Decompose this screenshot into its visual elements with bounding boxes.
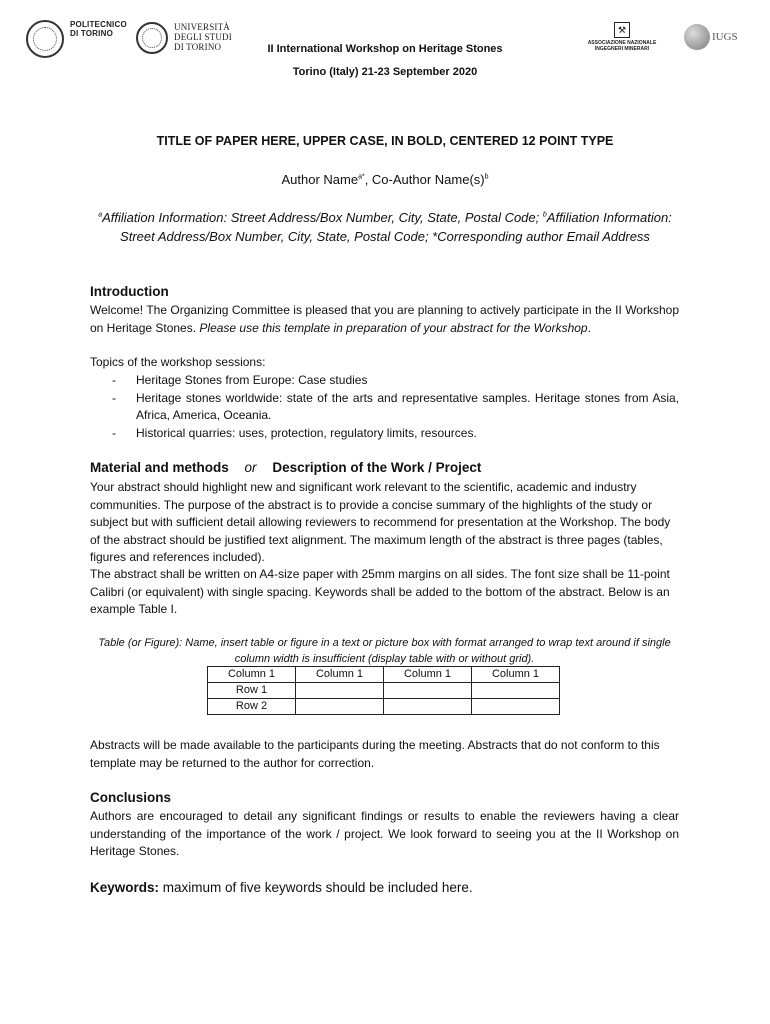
table-header-cell: Column 1 — [472, 667, 560, 683]
author-name: Author Name — [281, 172, 359, 187]
workshop-dates: Torino (Italy) 21-23 September 2020 — [292, 66, 478, 78]
affil-a: Affiliation Information: Street Address/Box Number, City, State, Postal Code; — [102, 210, 543, 225]
unito-name: UNIVERSITÀ DEGLI STUDI DI TORINO — [174, 22, 232, 52]
table-cell — [384, 683, 472, 699]
bullet-marker: - — [112, 373, 116, 387]
hammer-pick-icon: ⚒ — [614, 22, 630, 38]
intro-italic: Please use this template in preparation of your abstract for the Workshop — [199, 320, 588, 335]
example-table — [207, 666, 560, 715]
after-table-paragraph: Abstracts will be made available to the participants during the meeting. Abstracts that do not conform to this template may be returned to the author for correction. — [90, 738, 660, 770]
intro-paragraph — [90, 302, 679, 337]
polito-seal-icon — [26, 20, 64, 58]
affil-b: Affiliation Information: Street Address/Box Number, City, State, Postal Code; *Corresponding author Email Address — [120, 210, 672, 244]
affil-sup-b: b — [542, 211, 547, 219]
list-item: - Heritage stones worldwide: state of the arts and representative samples. Heritage stones from Asia, Africa, America, Oceania. — [112, 390, 679, 422]
coauthor-name: , Co-Author Name(s) — [364, 172, 485, 187]
intro-end: . — [587, 320, 591, 335]
methods-para-2: The abstract shall be written on A4-size paper with 25mm margins on all sides. The font size shall be 11-point Calibri (or equivalent) with single spacing. Keywords shall be added to the bottom of the abstract. Below is an example Table I. — [90, 567, 670, 616]
paper-title: TITLE OF PAPER HERE, UPPER CASE, IN BOLD, CENTERED 12 POINT TYPE — [156, 134, 614, 148]
table-caption: Table (or Figure): Name, insert table or figure in a text or picture box with format arranged to wrap text around if single column width is insufficient (display table with or without grid). — [98, 637, 671, 665]
keywords-line — [90, 880, 473, 895]
table-header-cell: Column 1 — [384, 667, 472, 683]
table-header-cell: Column 1 — [208, 667, 296, 683]
affiliation — [90, 208, 680, 246]
polito-logo — [26, 20, 127, 58]
assoc-logo — [577, 22, 667, 52]
conclusions-heading: Conclusions — [90, 790, 172, 805]
assoc-name: ASSOCIAZIONE NAZIONALE INGEGNERI MINERARI — [587, 40, 657, 52]
globe-icon — [684, 24, 710, 50]
table-cell — [296, 699, 384, 715]
topics-list — [90, 372, 679, 442]
methods-heading-b: Description of the Work / Project — [272, 460, 482, 475]
table-cell — [296, 683, 384, 699]
table-row — [208, 699, 560, 715]
unito-logo — [136, 22, 232, 54]
intro-text: Welcome! The Organizing Committee is pleased that you are planning to actively participate in the II Workshop on Heritage Stones. — [90, 303, 679, 335]
methods-heading-a: Material and methods — [90, 460, 229, 475]
affil-sup-a: a — [98, 211, 103, 219]
keywords-text: maximum of five keywords should be included here. — [159, 880, 473, 895]
table-cell — [472, 699, 560, 715]
keywords-label: Keywords: — [90, 880, 160, 895]
table-cell: Row 2 — [208, 699, 296, 715]
list-item: - Heritage Stones from Europe: Case studies — [90, 372, 679, 390]
table-row — [208, 683, 560, 699]
author-sup: a* — [358, 173, 365, 181]
iugs-logo — [684, 24, 738, 50]
conclusions-paragraph: Authors are encouraged to detail any significant findings or results to enable the reviewers having a clear understanding of the importance of the work / project. We look forward to seeing you at the II Workshop on Heritage Stones. — [90, 809, 679, 858]
workshop-title: II International Workshop on Heritage Stones — [267, 43, 503, 55]
table-cell: Row 1 — [208, 683, 296, 699]
unito-seal-icon — [136, 22, 168, 54]
intro-heading: Introduction — [90, 284, 169, 299]
methods-heading — [90, 460, 481, 475]
table-cell — [384, 699, 472, 715]
polito-name: POLITECNICO DI TORINO — [70, 20, 127, 38]
coauthor-sup: b — [484, 173, 489, 181]
methods-para-1: Your abstract should highlight new and significant work relevant to the scientific, academic and industry communities. The purpose of the abstract is to provide a concise summary of the highlights of the study or subject but with sufficient detail allowing reviewers to recommend for presentation at the Workshop. The body of the abstract should be justified text alignment. The maximum length of the abstract is three pages (tables, figures and references included). — [90, 480, 671, 564]
bullet-marker: - — [112, 425, 116, 440]
table-cell — [472, 683, 560, 699]
author-line — [90, 172, 680, 187]
table-header-cell: Column 1 — [296, 667, 384, 683]
methods-heading-or: or — [244, 460, 257, 475]
topics-label: Topics of the workshop sessions: — [90, 355, 266, 369]
bullet-marker: - — [112, 390, 116, 405]
iugs-label: IUGS — [712, 31, 738, 43]
table-header-row — [208, 667, 560, 683]
list-item: - Historical quarries: uses, protection, regulatory limits, resources. — [90, 425, 679, 443]
